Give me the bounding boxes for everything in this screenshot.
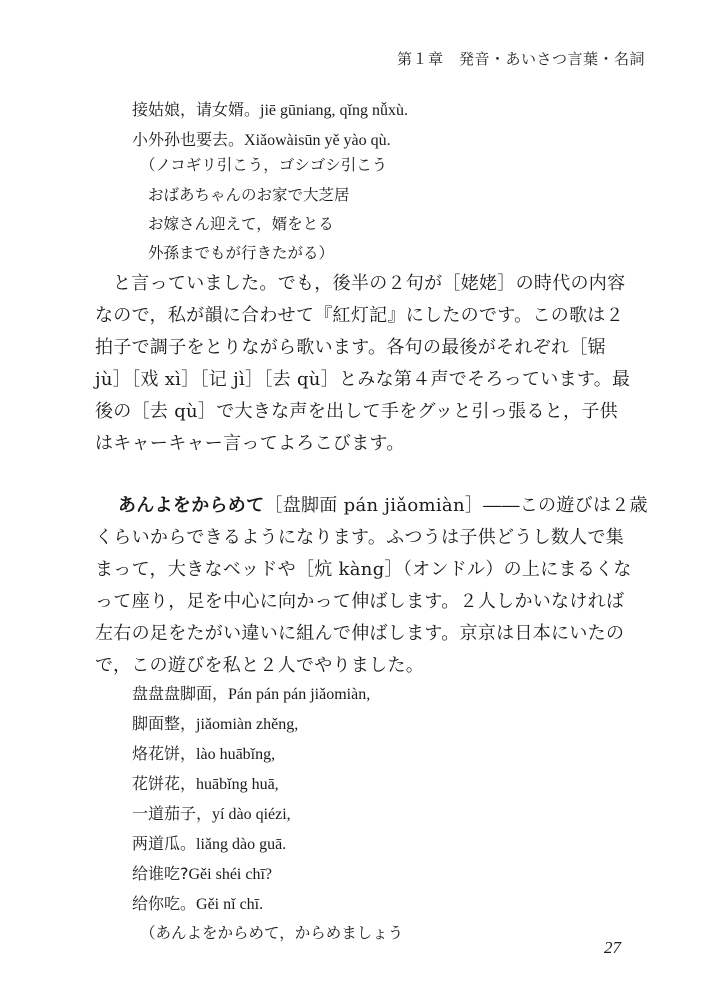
verse-line xyxy=(132,831,286,854)
verse-pinyin: yí dào qiézi, xyxy=(212,806,291,823)
verse-line xyxy=(132,861,272,884)
paragraph-line: まって，大きなベッドや［炕 kàng］（オンドル）の上にまるくな xyxy=(95,559,632,580)
verse-hanzi: 盘盘盘脚面， xyxy=(132,684,229,703)
paragraph-line: 後の［去 qù］で大きな声を出して手をグッと引っ張ると，子供 xyxy=(95,401,618,422)
verse-pinyin: jiǎomiàn zhěng, xyxy=(196,716,299,733)
paragraph-line: って座り，足を中心に向かって伸ばします。２人しかいなければ xyxy=(95,591,625,612)
paragraph-line: 左右の足をたがい違いに組んで伸ばします。京京は日本にいたの xyxy=(95,623,625,644)
paragraph-line: 拍子で調子をとりながら歌います。各句の最後がそれぞれ［锯 xyxy=(95,337,606,358)
verse-translation-line: お嫁さん迎えて，婿をとる xyxy=(148,215,334,233)
verse-hanzi: 接姑娘，请女婿。 xyxy=(132,100,261,119)
verse-hanzi: 一道茄子， xyxy=(132,804,213,823)
verse-line xyxy=(132,801,291,824)
verse-hanzi: 烙花饼， xyxy=(132,744,197,763)
paragraph-line: なので，私が韻に合わせて『紅灯記』にしたのです。この歌は２ xyxy=(95,305,624,326)
verse-translation-line: おばあちゃんのお家で大芝居 xyxy=(148,186,350,204)
paragraph-line: くらいからできるようになります。ふつうは子供どうし数人で集 xyxy=(95,527,625,548)
verse-translation-line: （ノコギリ引こう，ゴシゴシ引こう xyxy=(140,156,388,174)
verse-pinyin: Pán pán pán jiǎomiàn, xyxy=(228,686,371,703)
section-intro: ――この遊びは２歳 xyxy=(483,495,648,516)
verse-line xyxy=(132,127,391,150)
verse-line xyxy=(132,891,263,914)
verse-pinyin: liǎng dào guā. xyxy=(196,836,287,853)
section-heading: あんよをからめて xyxy=(118,495,265,516)
verse-hanzi: 脚面整， xyxy=(132,714,197,733)
section-heading-line xyxy=(118,491,648,517)
verse-translation-line: （あんよをからめて，からめましょう xyxy=(140,924,404,942)
verse-line xyxy=(132,741,275,764)
verse-hanzi: 花饼花， xyxy=(132,774,197,793)
verse-pinyin: lào huābǐng, xyxy=(196,746,276,763)
verse-line xyxy=(132,711,298,734)
verse-pinyin: Gěi shéi chī? xyxy=(188,866,273,883)
verse-translation-line: 外孫までもが行きたがる） xyxy=(148,244,335,262)
verse-hanzi: 小外孙也要去。 xyxy=(132,130,245,149)
verse-pinyin: Xiǎowàisūn yě yào qù. xyxy=(244,132,391,149)
verse-line xyxy=(132,771,279,794)
paragraph-line: で，この遊びを私と２人でやりました。 xyxy=(95,655,425,676)
verse-hanzi: 两道瓜。 xyxy=(132,834,197,853)
verse-line xyxy=(132,97,408,120)
page-number: 27 xyxy=(604,938,621,957)
verse-pinyin: Gěi nǐ chī. xyxy=(196,896,264,913)
verse-line xyxy=(132,681,370,704)
verse-pinyin: huābǐng huā, xyxy=(196,776,279,793)
verse-pinyin: jiē gūniang, qǐng nǚxù. xyxy=(260,102,408,119)
verse-hanzi: 给谁吃? xyxy=(132,864,189,883)
paragraph-line: と言っていました。でも，後半の２句が［姥姥］の時代の内容 xyxy=(113,273,626,294)
verse-hanzi: 给你吃。 xyxy=(132,894,197,913)
paragraph-line: はキャーキャー言ってよろこびます。 xyxy=(95,433,405,454)
running-head: 第１章 発音・あいさつ言葉・名詞 xyxy=(396,50,645,68)
section-term: ［盘脚面 pán jiǎomiàn］ xyxy=(264,495,484,516)
paragraph-line: jù］［戏 xì］［记 jì］［去 qù］とみな第４声でそろっています。最 xyxy=(95,369,631,390)
